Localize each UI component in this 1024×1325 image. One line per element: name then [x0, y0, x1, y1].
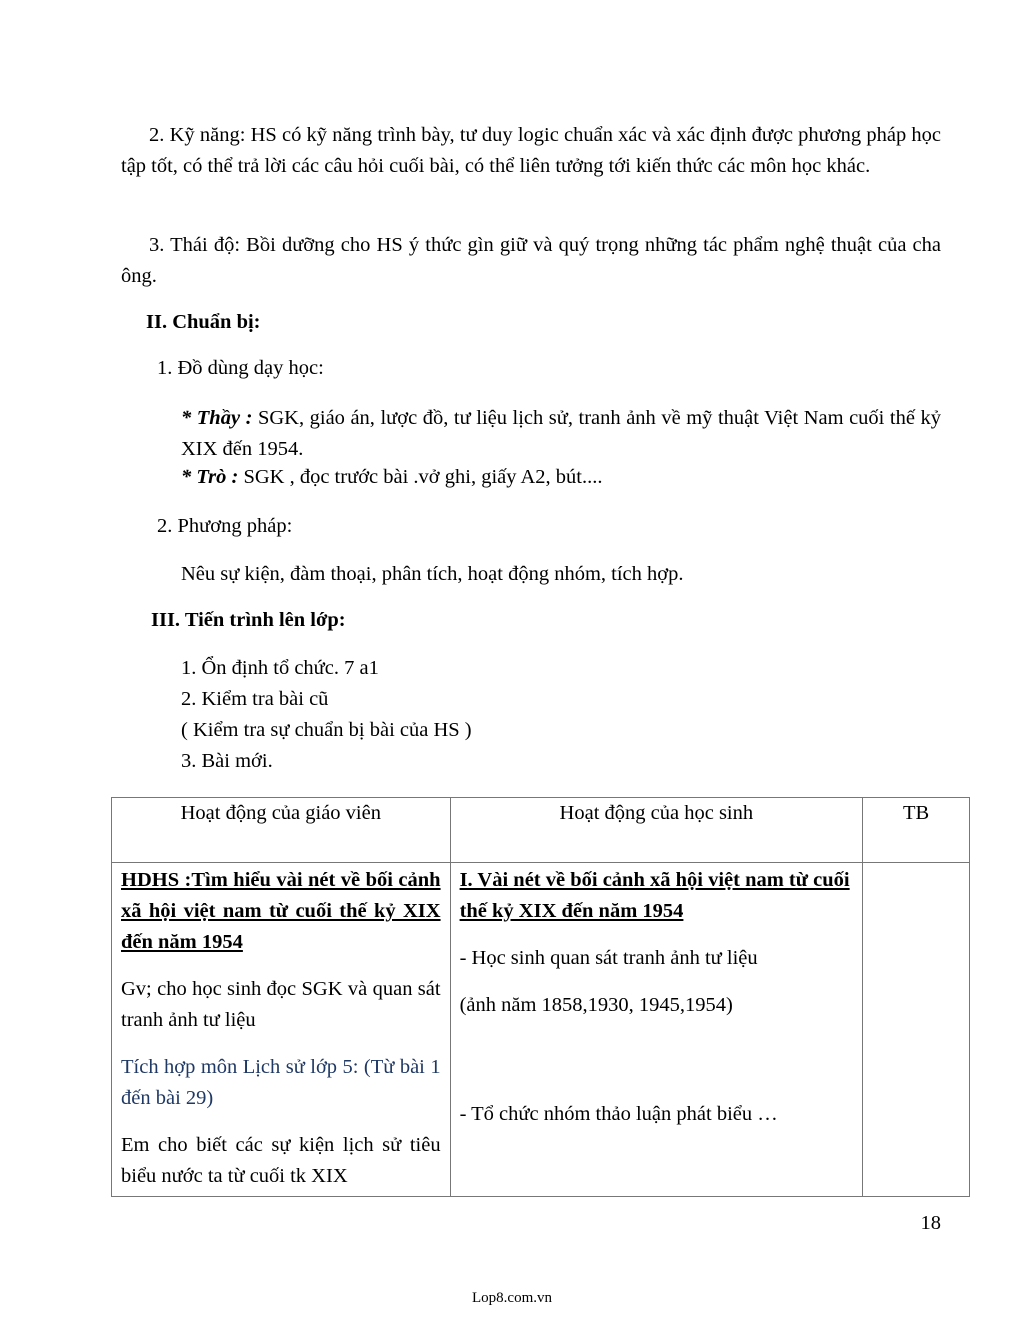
student-activity-cell [450, 863, 863, 1197]
section-3-heading: III. Tiến trình lên lớp: [151, 609, 346, 631]
teacher-materials-text: SGK, giáo án, lược đồ, tư liệu lịch sử, tranh ảnh về mỹ thuật Việt Nam cuối thế kỷ XIX đến 1954. [181, 407, 941, 460]
step-1: 1. Ổn định tổ chức. 7 a1 [181, 657, 379, 679]
method-item: 2. Phương pháp: [157, 515, 293, 537]
section-2-heading: II. Chuẩn bị: [146, 311, 261, 333]
tb-cell [863, 863, 970, 1197]
student-activity-p1: - Học sinh quan sát tranh ảnh tư liệu [459, 947, 758, 969]
lesson-table [111, 797, 970, 1197]
student-activity-p2: (ảnh năm 1858,1930, 1945,1954) [459, 994, 733, 1016]
integration-note: Tích hợp môn Lịch sử lớp 5: (Từ bài 1 đến bài 29) [121, 1056, 441, 1109]
student-label: * Trò : [181, 466, 239, 488]
table-row [112, 863, 970, 1197]
header-student: Hoạt động của học sinh [450, 798, 863, 863]
footer-site: Lop8.com.vn [472, 1290, 552, 1306]
teacher-activity-p3: Em cho biết các sự kiện lịch sử tiêu biểu nước ta từ cuối tk XIX [121, 1134, 441, 1187]
student-materials-text: SGK , đọc trước bài .vở ghi, giấy A2, bút.... [238, 466, 603, 488]
teacher-activity-title: HDHS :Tìm hiểu vài nét về bối cảnh xã hội việt nam từ cuối thế kỷ XIX đến năm 1954 [121, 869, 441, 953]
page-number: 18 [920, 1212, 941, 1234]
student-activity-p3: - Tổ chức nhóm thảo luận phát biểu … [459, 1103, 778, 1125]
teaching-materials-item: 1. Đồ dùng dạy học: [157, 357, 324, 379]
header-tb: TB [863, 798, 970, 863]
attitude-paragraph: 3. Thái độ: Bồi dưỡng cho HS ý thức gìn giữ và quý trọng những tác phẩm nghệ thuật của cha ông. [121, 234, 941, 287]
teacher-materials [181, 403, 941, 465]
table-header-row [112, 798, 970, 863]
teacher-activity-cell [112, 863, 451, 1197]
step-2-note: ( Kiểm tra sự chuẩn bị bài của HS ) [181, 719, 472, 741]
teacher-label: * Thầy : [181, 407, 253, 429]
student-materials [181, 466, 603, 489]
header-teacher: Hoạt động của giáo viên [112, 798, 451, 863]
skills-paragraph: 2. Kỹ năng: HS có kỹ năng trình bày, tư duy logic chuẩn xác và xác định được phương pháp học tập tốt, có thể trả lời các câu hỏi cuối bài, có thể liên tưởng tới kiến thức các môn học khác. [121, 124, 941, 177]
teacher-activity-p1: Gv; cho học sinh đọc SGK và quan sát tranh ảnh tư liệu [121, 978, 441, 1031]
step-2: 2. Kiểm tra bài cũ [181, 688, 329, 710]
step-3: 3. Bài mới. [181, 750, 273, 772]
methods-text: Nêu sự kiện, đàm thoại, phân tích, hoạt động nhóm, tích hợp. [181, 563, 684, 585]
student-activity-title: I. Vài nét về bối cảnh xã hội việt nam từ cuối thế kỷ XIX đến năm 1954 [459, 869, 850, 922]
